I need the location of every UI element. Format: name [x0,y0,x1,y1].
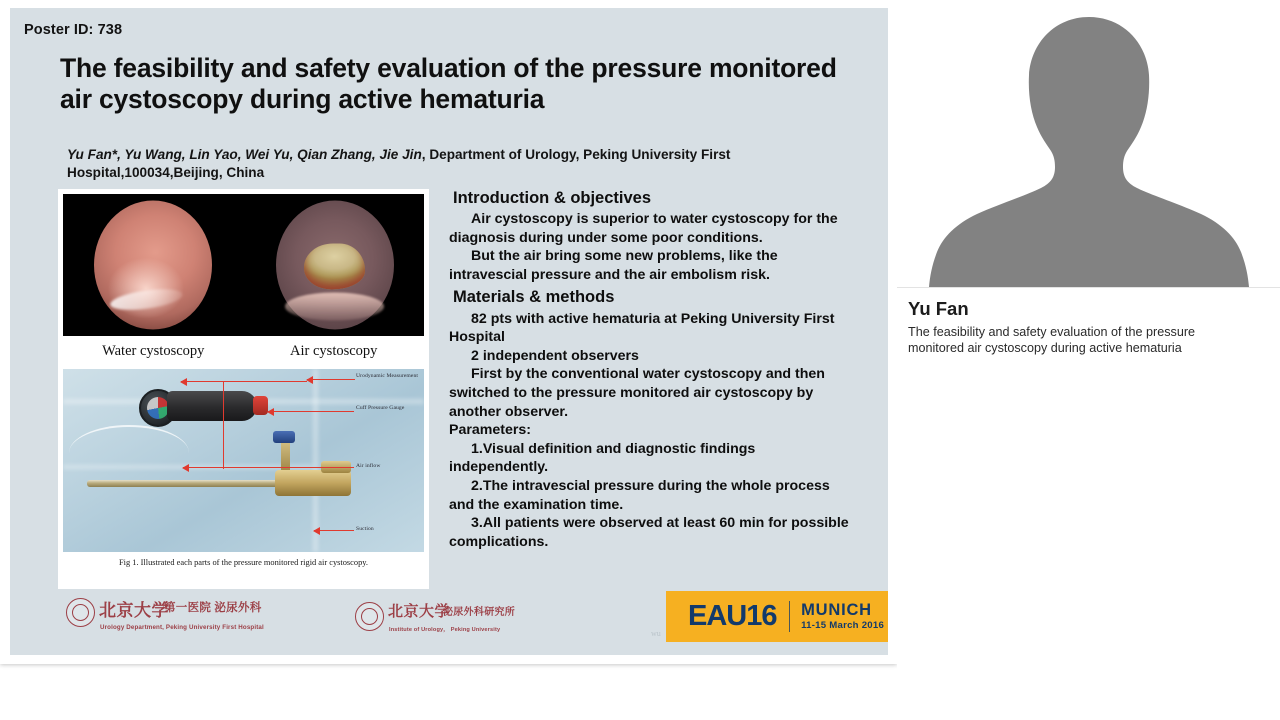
bladder-mucosa [285,292,384,320]
methods-subheading-parameters: Parameters: [449,422,532,439]
label-urodynamic-measurement: Urodynamic Measurement [356,373,419,379]
arrow-air-inflow [183,467,354,468]
endoscopy-captions [63,339,424,365]
presenter-name: Yu Fan [908,298,969,319]
logo-english-sub: Institute of Urology， Peking University [389,627,501,633]
presentation-title: The feasibility and safety evaluation of the pressure monitored air cystoscopy during active hematuria [908,325,1196,356]
arrow-cuff-gauge [268,411,354,412]
logo-chinese-sub: 泌尿外科研究所 [443,607,516,618]
figure-column [58,189,429,589]
irrigation-tubing [69,425,189,453]
parameter-item-2: 2.The intravescial pressure during the whole process and the examination time. [449,477,830,513]
side-panel-divider [897,287,1280,288]
label-air-inflow: Air inflow [356,463,381,469]
logo-chinese-name: 北京大学 [388,604,451,620]
intro-paragraph-2: But the air bring some new problems, like the intravescial pressure and the air embolism risk. [449,248,778,283]
eau16-congress-logo [666,591,888,642]
red-cap [253,396,268,415]
presenter-avatar [897,0,1280,287]
eau-year: 16 [746,600,777,632]
methods-paragraph-2: 2 independent observers [471,347,639,364]
eau-city: MUNICH [801,601,872,620]
figure-1-caption: Fig 1. Illustrated each parts of the pressure monitored rigid air cystoscopy. [118,558,368,567]
gauge-handle [167,391,257,421]
author-affiliation: , Department of Urology, Peking University First Hospital,100034,Beijing, China [67,147,731,181]
arrow-urodynamic-stem [223,381,224,469]
eau-wordmark [688,602,777,631]
water-cystoscopy-image [63,194,242,336]
poster-text-column [449,188,853,551]
water-cystoscopy-lens [94,201,212,330]
logo-institute-of-urology [355,600,545,638]
logo-urology-department [66,596,281,638]
air-cystoscopy-lens [276,201,394,330]
poster-title: The feasibility and safety evaluation of the pressure monitored air cystoscopy during active hematuria [60,53,837,115]
parameter-item-1: 1.Visual definition and diagnostic findings independently. [449,440,756,476]
eau-city-block [801,602,884,630]
caption-water-cystoscopy: Water cystoscopy [102,343,205,359]
author-names: Yu Fan*, Yu Wang, Lin Yao, Wei Yu, Qian Zhang, Jie Jin [67,147,422,162]
label-suction: Suction [356,526,374,532]
methods-paragraph-1: 82 pts with active hematuria at Peking University First Hospital [449,310,835,346]
section-heading-introduction: Introduction & objectives [453,189,652,207]
logo-chinese-sub: 第一医院 泌尿外科 [164,602,262,614]
cystoscope-shaft [87,480,295,487]
arrow-urodynamic-2 [307,379,355,380]
presenter-side-panel [897,0,1280,720]
air-cystoscopy-image [245,194,424,336]
institute-seal-icon [355,602,384,631]
cystoscope-body [275,470,351,496]
eau-acronym: EAU [688,600,747,632]
methods-paragraph-3: First by the conventional water cystoscopy and then switched to the pressure monitored air cystoscopy by another observer. [449,366,825,420]
parameter-item-3: 3.All patients were observed at least 60 min for possible complications. [449,515,849,550]
person-placeholder-icon [919,9,1259,287]
endoscopy-image-row [63,194,424,336]
apparatus-photo [63,369,424,552]
poster-authors [67,146,857,182]
blue-valve [273,431,295,443]
section-heading-materials: Materials & methods [453,288,615,307]
logo-chinese-name: 北京大学 [99,601,169,620]
arrow-suction [314,530,354,531]
poster-id-label: Poster ID: 738 [24,22,123,38]
drape-fold [313,369,318,552]
logo-english-sub: Urology Department, Peking University First Hospital [100,624,264,631]
tiny-watermark: wu [651,629,661,638]
bladder-tumor [304,243,365,289]
eau-divider [789,601,791,632]
university-seal-icon [66,598,95,627]
caption-air-cystoscopy: Air cystoscopy [290,343,378,359]
eau-dates: 11-15 March 2016 [801,619,885,631]
label-cuff-pressure-gauge: Cuff Pressure Gauge [356,405,405,411]
intro-paragraph-1: Air cystoscopy is superior to water cystoscopy for the diagnosis during under some poor conditions. [449,211,838,246]
poster-canvas [10,8,888,655]
arrow-urodynamic [181,381,307,382]
